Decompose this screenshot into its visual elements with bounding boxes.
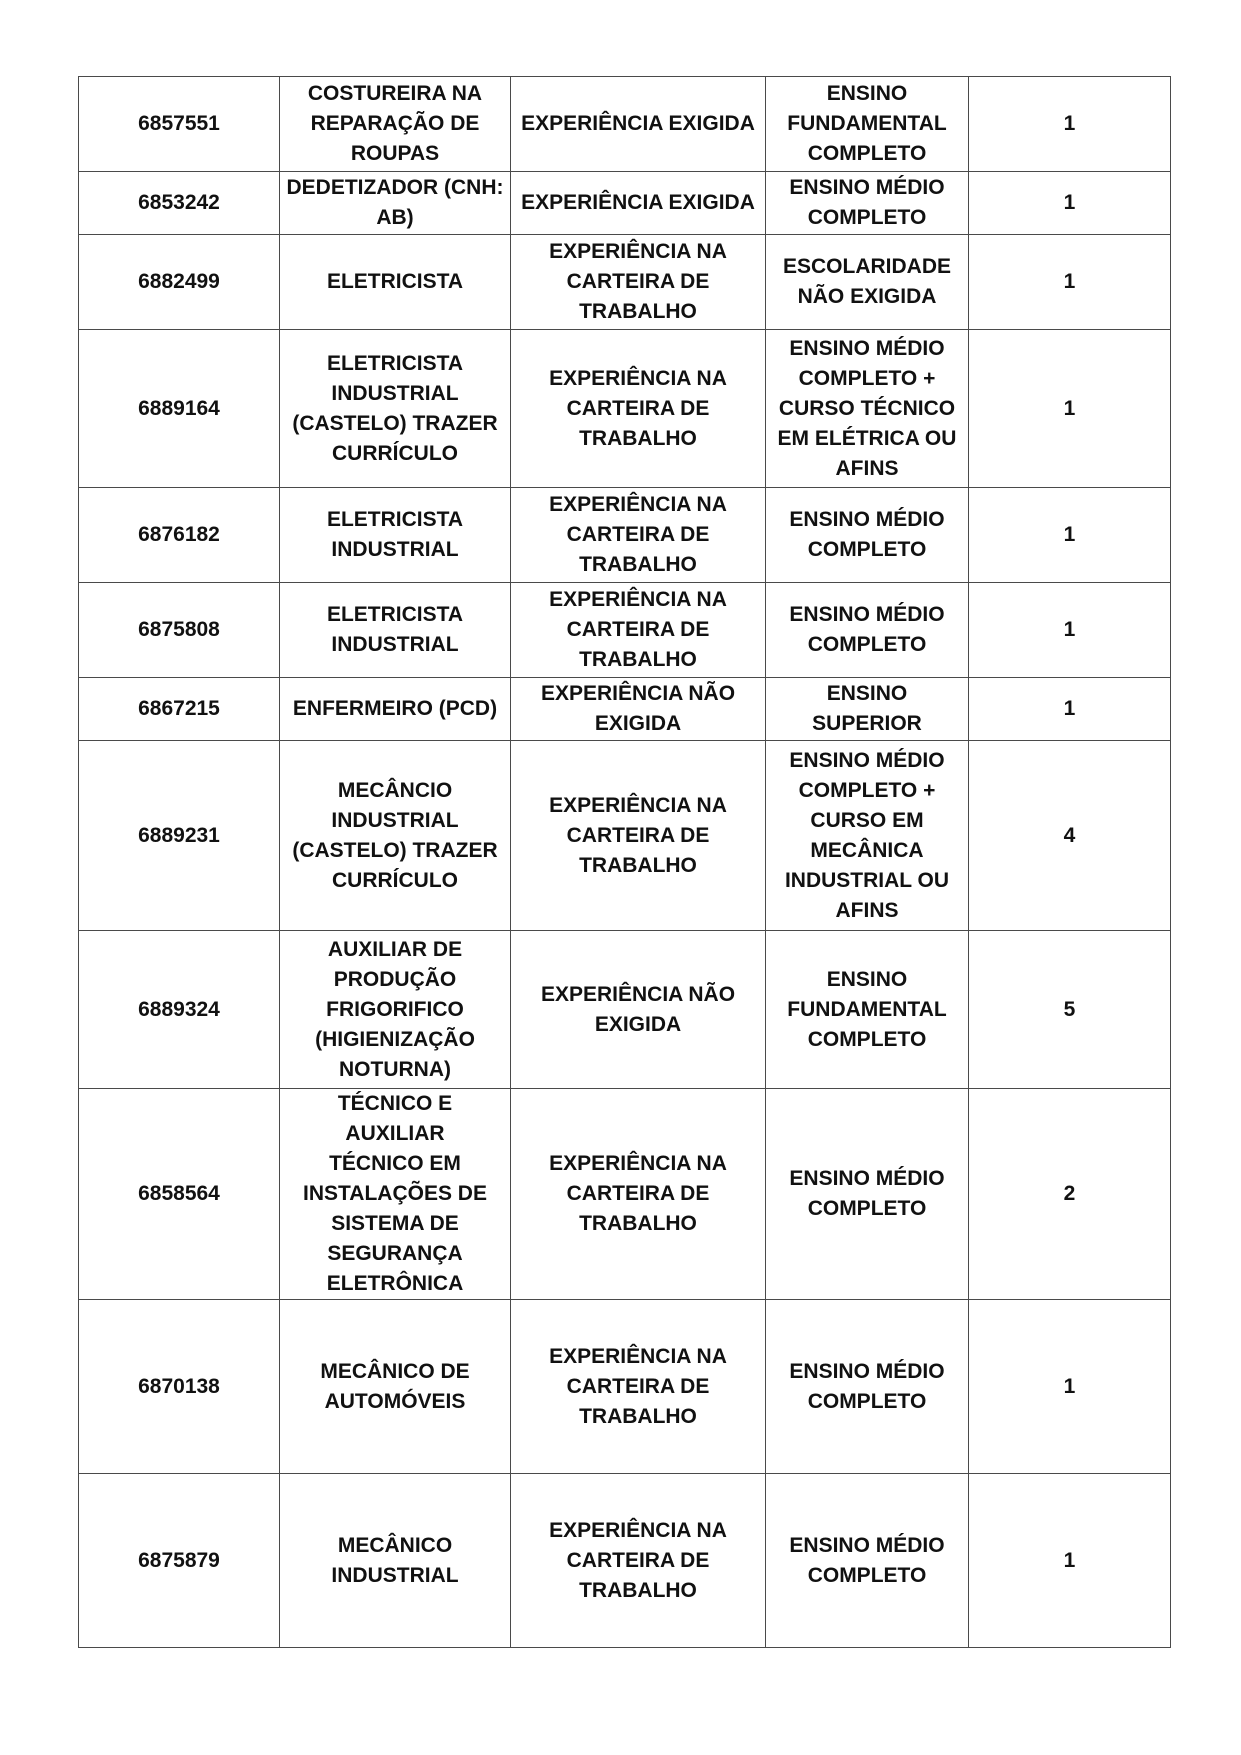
job-role-cell: TÉCNICO E AUXILIAR TÉCNICO EM INSTALAÇÕES DE SISTEMA DE SEGURANÇA ELETRÔNICA (280, 1089, 511, 1300)
job-role-cell: AUXILIAR DE PRODUÇÃO FRIGORIFICO (HIGIENIZAÇÃO NOTURNA) (280, 931, 511, 1089)
table-row (79, 741, 1171, 931)
education-cell: ESCOLARIDADE NÃO EXIGIDA (766, 235, 969, 330)
job-code-cell: 6875879 (79, 1474, 280, 1648)
job-role-cell: MECÂNICO DE AUTOMÓVEIS (280, 1300, 511, 1474)
job-role-cell: COSTUREIRA NA REPARAÇÃO DE ROUPAS (280, 77, 511, 172)
vacancies-cell: 1 (969, 235, 1171, 330)
job-role-cell: ELETRICISTA INDUSTRIAL (CASTELO) TRAZER CURRÍCULO (280, 330, 511, 488)
job-code-cell: 6875808 (79, 583, 280, 678)
experience-cell: EXPERIÊNCIA NA CARTEIRA DE TRABALHO (511, 1474, 766, 1648)
job-code-cell: 6876182 (79, 488, 280, 583)
table-row (79, 1474, 1171, 1648)
job-role-cell: MECÂNICO INDUSTRIAL (280, 1474, 511, 1648)
job-code-cell: 6867215 (79, 678, 280, 741)
vacancies-cell: 4 (969, 741, 1171, 931)
education-cell: ENSINO MÉDIO COMPLETO + CURSO TÉCNICO EM ELÉTRICA OU AFINS (766, 330, 969, 488)
vacancies-cell: 1 (969, 678, 1171, 741)
education-cell: ENSINO MÉDIO COMPLETO (766, 1300, 969, 1474)
education-cell: ENSINO SUPERIOR (766, 678, 969, 741)
job-listings-table (78, 76, 1171, 1648)
job-code-cell: 6882499 (79, 235, 280, 330)
job-role-cell: ELETRICISTA INDUSTRIAL (280, 488, 511, 583)
table-row (79, 235, 1171, 330)
vacancies-cell: 1 (969, 330, 1171, 488)
job-listings-sheet (78, 76, 1170, 1648)
table-row (79, 583, 1171, 678)
table-row (79, 488, 1171, 583)
table-row (79, 678, 1171, 741)
job-role-cell: ELETRICISTA (280, 235, 511, 330)
job-code-cell: 6853242 (79, 172, 280, 235)
experience-cell: EXPERIÊNCIA NA CARTEIRA DE TRABALHO (511, 235, 766, 330)
education-cell: ENSINO FUNDAMENTAL COMPLETO (766, 931, 969, 1089)
vacancies-cell: 1 (969, 1474, 1171, 1648)
experience-cell: EXPERIÊNCIA NA CARTEIRA DE TRABALHO (511, 330, 766, 488)
vacancies-cell: 5 (969, 931, 1171, 1089)
vacancies-cell: 1 (969, 172, 1171, 235)
vacancies-cell: 1 (969, 488, 1171, 583)
table-row (79, 330, 1171, 488)
experience-cell: EXPERIÊNCIA NÃO EXIGIDA (511, 931, 766, 1089)
job-code-cell: 6889324 (79, 931, 280, 1089)
job-code-cell: 6889231 (79, 741, 280, 931)
education-cell: ENSINO MÉDIO COMPLETO + CURSO EM MECÂNICA INDUSTRIAL OU AFINS (766, 741, 969, 931)
education-cell: ENSINO FUNDAMENTAL COMPLETO (766, 77, 969, 172)
job-code-cell: 6858564 (79, 1089, 280, 1300)
table-row (79, 172, 1171, 235)
vacancies-cell: 1 (969, 1300, 1171, 1474)
education-cell: ENSINO MÉDIO COMPLETO (766, 1474, 969, 1648)
education-cell: ENSINO MÉDIO COMPLETO (766, 488, 969, 583)
experience-cell: EXPERIÊNCIA NA CARTEIRA DE TRABALHO (511, 583, 766, 678)
education-cell: ENSINO MÉDIO COMPLETO (766, 172, 969, 235)
job-listings-body (79, 77, 1171, 1648)
table-row (79, 77, 1171, 172)
vacancies-cell: 1 (969, 583, 1171, 678)
job-role-cell: MECÂNCIO INDUSTRIAL (CASTELO) TRAZER CURRÍCULO (280, 741, 511, 931)
experience-cell: EXPERIÊNCIA NA CARTEIRA DE TRABALHO (511, 741, 766, 931)
job-role-cell: ELETRICISTA INDUSTRIAL (280, 583, 511, 678)
job-code-cell: 6857551 (79, 77, 280, 172)
table-row (79, 931, 1171, 1089)
education-cell: ENSINO MÉDIO COMPLETO (766, 583, 969, 678)
job-role-cell: DEDETIZADOR (CNH: AB) (280, 172, 511, 235)
vacancies-cell: 2 (969, 1089, 1171, 1300)
table-row (79, 1089, 1171, 1300)
education-cell: ENSINO MÉDIO COMPLETO (766, 1089, 969, 1300)
table-row (79, 1300, 1171, 1474)
job-code-cell: 6870138 (79, 1300, 280, 1474)
experience-cell: EXPERIÊNCIA NA CARTEIRA DE TRABALHO (511, 1300, 766, 1474)
vacancies-cell: 1 (969, 77, 1171, 172)
experience-cell: EXPERIÊNCIA EXIGIDA (511, 77, 766, 172)
job-role-cell: ENFERMEIRO (PCD) (280, 678, 511, 741)
experience-cell: EXPERIÊNCIA EXIGIDA (511, 172, 766, 235)
experience-cell: EXPERIÊNCIA NA CARTEIRA DE TRABALHO (511, 1089, 766, 1300)
job-code-cell: 6889164 (79, 330, 280, 488)
experience-cell: EXPERIÊNCIA NÃO EXIGIDA (511, 678, 766, 741)
experience-cell: EXPERIÊNCIA NA CARTEIRA DE TRABALHO (511, 488, 766, 583)
